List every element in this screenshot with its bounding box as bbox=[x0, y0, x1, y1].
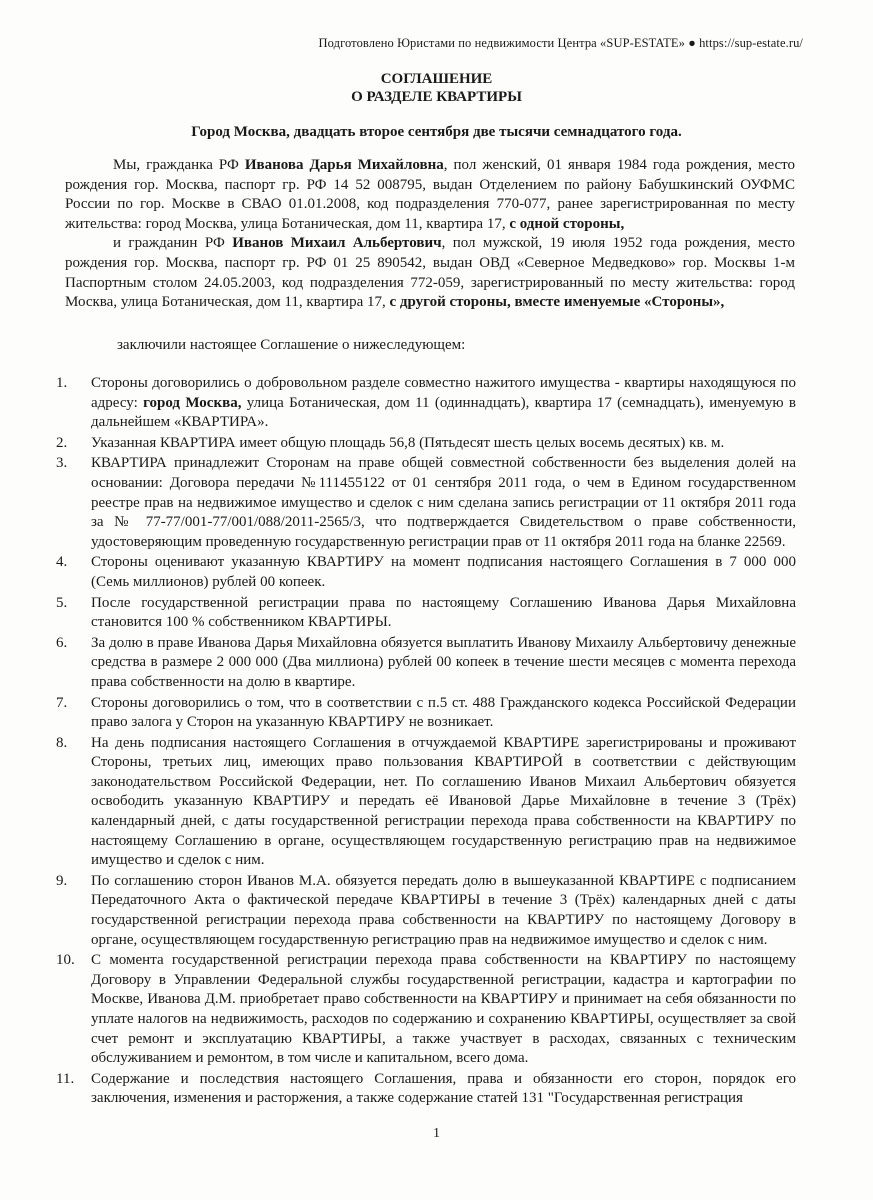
document-title bbox=[0, 70, 873, 106]
party2-intro: и гражданин РФ bbox=[113, 235, 233, 252]
party1-text: , пол женский, 01 января 1984 года рождения, место рождения гор. Москва, паспорт гр. РФ 14 52 008795, выдан Отделением по району Бабушкинский ОУФМС России по гор. Москве в СВАО 01.01.2008, код подразделения 770-077, ранее зарегистрированная по месту жительства: город Москва, улица Ботаническая, дом 11, квартира 17, bbox=[65, 157, 796, 232]
list-item bbox=[56, 434, 796, 454]
header-note: Подготовлено Юристами по недвижимости Центра «SUP-ESTATE» ● https://sup-estate.ru/ bbox=[318, 36, 803, 50]
party1-name: Иванова Дарья Михайловна bbox=[244, 157, 444, 173]
clause-text: На день подписания настоящего Соглашения в отчуждаемой КВАРТИРЕ зарегистрированы и проживают Стороны, третьих лиц, имеющих право пользования КВАРТИРОЙ в соответствии с действующим законодательством Российской Федерации, нет. По соглашению Иванов Михаил Альбертович обязуется освободить указанную КВАРТИРУ и передать её Ивановой Дарье Михайловне в течение 3 (Трёх) календарный дней, с даты государственной регистрации перехода права собственности на КВАРТИРУ по настоящему Соглашению в органе, осуществляющем государственную регистрацию прав на недвижимое имущество и сделок с ним. bbox=[91, 734, 796, 869]
party1-side: с одной стороны, bbox=[509, 215, 625, 232]
parties-paragraph bbox=[65, 156, 795, 313]
list-item bbox=[56, 634, 796, 693]
party1-intro: Мы, гражданка РФ bbox=[113, 157, 245, 173]
list-item bbox=[56, 553, 796, 592]
list-item bbox=[56, 454, 796, 552]
clause-number: 6. bbox=[56, 634, 68, 651]
clause-text: Содержание и последствия настоящего Соглашения, права и обязанности его сторон, порядок его заключения, изменения и расторжения, а также содержание статей 131 "Государственная регистрация bbox=[91, 1070, 796, 1107]
clause-number: 3. bbox=[56, 455, 68, 472]
party2-name: Иванов Михаил Альбертович bbox=[232, 235, 442, 252]
city-date: Город Москва, двадцать второе сентября две тысячи семнадцатого года. bbox=[191, 124, 682, 140]
clause-text: За долю в праве Иванова Дарья Михайловна обязуется выплатить Иванову Михаилу Альбертовичу денежные средства в размере 2 000 000 (Два миллиона) рублей 00 копеек в течение шести месяцев с момента перехода права собственности на долю в квартире. bbox=[91, 634, 796, 690]
clause-number: 5. bbox=[56, 594, 68, 611]
clause-number: 11. bbox=[56, 1070, 75, 1087]
clause-number: 9. bbox=[56, 872, 68, 889]
title-line-1: СОГЛАШЕНИЕ bbox=[380, 71, 493, 87]
clause-text-post: улица Ботаническая, дом 11 (одиннадцать), квартира 17 (семнадцать), именуемую в дальнейшем «КВАРТИРА». bbox=[91, 394, 796, 431]
list-item bbox=[56, 951, 796, 1069]
clause-text: По соглашению сторон Иванов М.А. обязуется передать долю в вышеуказанной КВАРТИРЕ с подписанием Передаточного Акта о фактической передаче КВАРТИРЫ в течение 3 (Трёх) календарных дней с даты государственной регистрации перехода права собственности на КВАРТИРУ по настоящему Договору в органе, осуществляющем государственную регистрацию прав на недвижимое имущество и сделок с ним. bbox=[91, 872, 796, 948]
clause-number: 8. bbox=[56, 734, 68, 751]
list-item bbox=[56, 1070, 796, 1109]
clause-bold: город Москва, bbox=[143, 394, 242, 411]
clause-text: Стороны договорились о добровольном разделе совместно нажитого имущества - квартиры находящуюся по адресу: bbox=[91, 375, 796, 411]
clauses-list bbox=[56, 374, 796, 1110]
clause-number: 10. bbox=[56, 952, 75, 969]
clause-number: 2. bbox=[56, 434, 68, 451]
list-item bbox=[56, 374, 796, 433]
clause-text: КВАРТИРА принадлежит Сторонам на праве общей совместной собственности без выделения долей на основании: Договора передачи №111455122 от 01 сентября 2011 года, о чем в Едином государственном реестре прав на недвижимое имущество и сделок с ним сделана запись регистрации от 11 октября 2011 года за № 77-77/001-77/001/088/2011-2565/3, что подтверждается Свидетельством о праве собственности, удостоверяющим проведенную государственную регистрации прав от 11 октября 2011 года на бланке 22569. bbox=[91, 455, 796, 550]
party2-side: с другой стороны, вместе именуемые «Стороны», bbox=[389, 294, 725, 311]
clause-text: Стороны оценивают указанную КВАРТИРУ на момент подписания настоящего Соглашения в 7 000 000 (Семь миллионов) рублей 00 копеек. bbox=[91, 554, 796, 590]
list-item bbox=[56, 694, 796, 733]
clause-text: Стороны договорились о том, что в соответствии с п.5 ст. 488 Гражданского кодекса Российской Федерации право залога у Сторон на указанную КВАРТИРУ не возникает. bbox=[91, 694, 796, 731]
list-item bbox=[56, 872, 796, 950]
clause-number: 7. bbox=[56, 694, 68, 711]
clause-text: Указанная КВАРТИРА имеет общую площадь 56,8 (Пятьдесят шесть целых восемь десятых) кв. м. bbox=[91, 434, 725, 451]
party2-text: , пол мужской, 19 июля 1952 года рождения, место рождения гор. Москва, паспорт гр. РФ 01 25 890542, выдан ОВД «Северное Медведково» гор. Москвы 1-м Паспортным столом 24.05.2003, код подразделения 772-059, зарегистрированный по месту жительства: город Москва, улица Ботаническая, дом 11, квартира 17, bbox=[65, 235, 795, 311]
clause-number: 4. bbox=[56, 554, 68, 571]
page-number: 1 bbox=[433, 1126, 440, 1141]
list-item bbox=[56, 734, 796, 871]
list-item bbox=[56, 594, 796, 633]
clause-text: С момента государственной регистрации перехода права собственности на КВАРТИРУ по настоящему Договору в Управлении Федеральной службы государственной регистрации, кадастра и картографии по Москве, Иванова Д.М. приобретает право собственности на КВАРТИРУ и принимает на себя обязанности по уплате налогов на недвижимость, расходов по содержанию и сохранению КВАРТИРЫ, осуществляет за свой счет ремонт и эксплуатацию КВАРТИРЫ, а также участвует в расходах, связанных с техническим обслуживанием и ремонтом, в том числе и капитальном, всего дома. bbox=[91, 952, 796, 1067]
concluded-line: заключили настоящее Соглашение о нижеследующем: bbox=[117, 337, 466, 353]
clause-text: После государственной регистрации права по настоящему Соглашению Иванова Дарья Михайловна становится 100 % собственником КВАРТИРЫ. bbox=[91, 594, 796, 631]
title-line-2: О РАЗДЕЛЕ КВАРТИРЫ bbox=[351, 89, 522, 105]
clause-number: 1. bbox=[56, 375, 68, 391]
